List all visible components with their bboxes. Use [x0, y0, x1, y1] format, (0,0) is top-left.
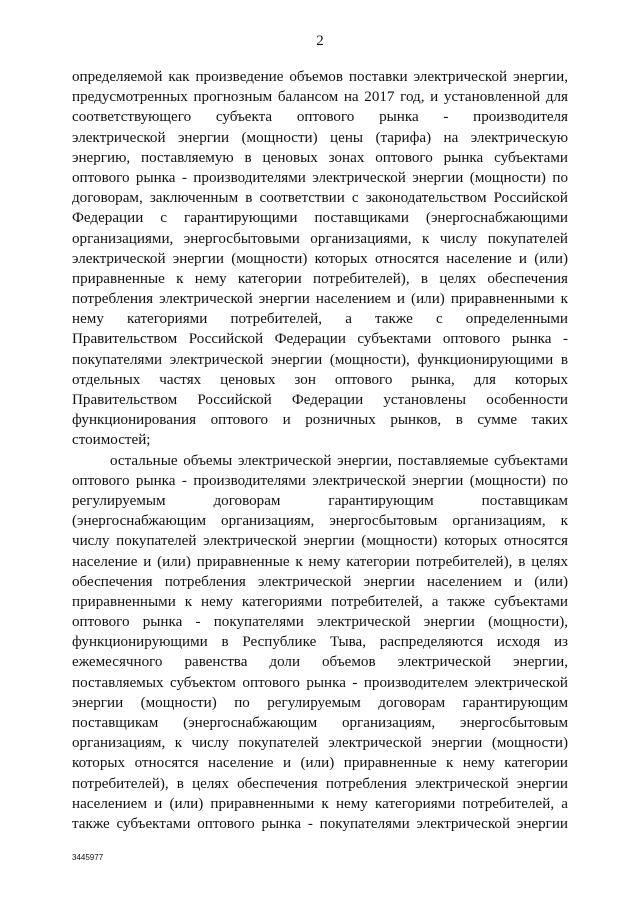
- text-line: покупателями электрической энергии (мощности), функционирующими в: [72, 351, 568, 368]
- text-line: (энергоснабжающим организациям, энергосбытовым организациям, к: [72, 513, 568, 530]
- text-line: потребителей), в целях обеспечения потребления электрической энергии: [72, 775, 568, 792]
- text-line: которых относятся население и (или) приравненные к нему категории: [72, 755, 568, 772]
- text-line: числу покупателей электрической энергии (мощности) которых относятся: [72, 533, 568, 550]
- text-line: организациями, энергосбытовыми организациями, к числу покупателей: [72, 230, 568, 247]
- text-line: функционирующими в Республике Тыва, распределяются исходя из: [72, 634, 568, 651]
- text-line: приравненными к нему категориями потребителей, а также субъектами: [72, 593, 568, 610]
- text-line: предусмотренных прогнозным балансом на 2017 год, и установленной для: [72, 89, 568, 106]
- text-line: оптового рынка - покупателями электрической энергии (мощности),: [72, 614, 568, 631]
- text-line: поставщикам (энергоснабжающим организациям, энергосбытовым: [72, 715, 568, 731]
- text-line: обеспечения потребления электрической энергии населением и (или): [72, 573, 568, 590]
- text-line: приравненные к нему категории потребителей), в целях обеспечения: [72, 270, 568, 287]
- text-line: определяемой как произведение объемов поставки электрической энергии,: [72, 69, 568, 85]
- text-line: отдельных частях ценовых зон оптового рынка, для которых: [72, 371, 568, 388]
- text-line: Правительством Российской Федерации установлены особенности: [72, 392, 568, 408]
- text-line: договорам, заключенным в соответствии с законодательством Российской: [72, 190, 568, 207]
- text-line: остальные объемы электрической энергии, поставляемые субъектами: [110, 452, 568, 469]
- text-line: Федерации с гарантирующими поставщиками (энергоснабжающими: [72, 210, 568, 227]
- text-line: также субъектами оптового рынка - покупателями электрической энергии: [72, 815, 568, 832]
- text-line: ежемесячного равенства доли объемов электрической энергии,: [72, 654, 568, 671]
- text-line: оптового рынка - производителями электрической энергии (мощности) по: [72, 472, 568, 489]
- text-line: стоимостей;: [72, 432, 151, 449]
- text-line: функционирования оптового и розничных рынков, в сумме таких: [72, 412, 568, 429]
- text-line: оптового рынка - производителями электрической энергии (мощности) по: [72, 169, 568, 186]
- text-line: соответствующего субъекта оптового рынка - производителя: [72, 109, 568, 126]
- text-line: Правительством Российской Федерации субъектами оптового рынка -: [72, 331, 568, 348]
- text-line: энергию, поставляемую в ценовых зонах оптового рынка субъектами: [72, 149, 568, 166]
- text-line: организациям, к числу покупателей электрической энергии (мощности): [72, 735, 568, 752]
- text-line: электрической энергии (мощности) которых относятся население и (или): [72, 250, 568, 267]
- text-line: энергии (мощности) по регулируемым договорам гарантирующим: [72, 694, 568, 711]
- document-body: [72, 67, 568, 834]
- text-line: потребления электрической энергии населением и (или) приравненными к: [72, 291, 568, 308]
- text-line: нему категориями потребителей, а также с определенными: [72, 311, 568, 328]
- text-line: регулируемым договорам гарантирующим поставщикам: [72, 492, 568, 509]
- text-line: поставляемых субъектом оптового рынка - производителем электрической: [72, 674, 568, 691]
- document-id: 3445977: [72, 853, 104, 862]
- text-line: население и (или) приравненные к нему категории потребителей), в целях: [72, 553, 568, 570]
- text-line: электрической энергии (мощности) цены (тарифа) на электрическую: [72, 129, 568, 146]
- text-line: населением и (или) приравненными к нему категориями потребителей, а: [72, 795, 568, 812]
- page-number: 2: [316, 33, 324, 49]
